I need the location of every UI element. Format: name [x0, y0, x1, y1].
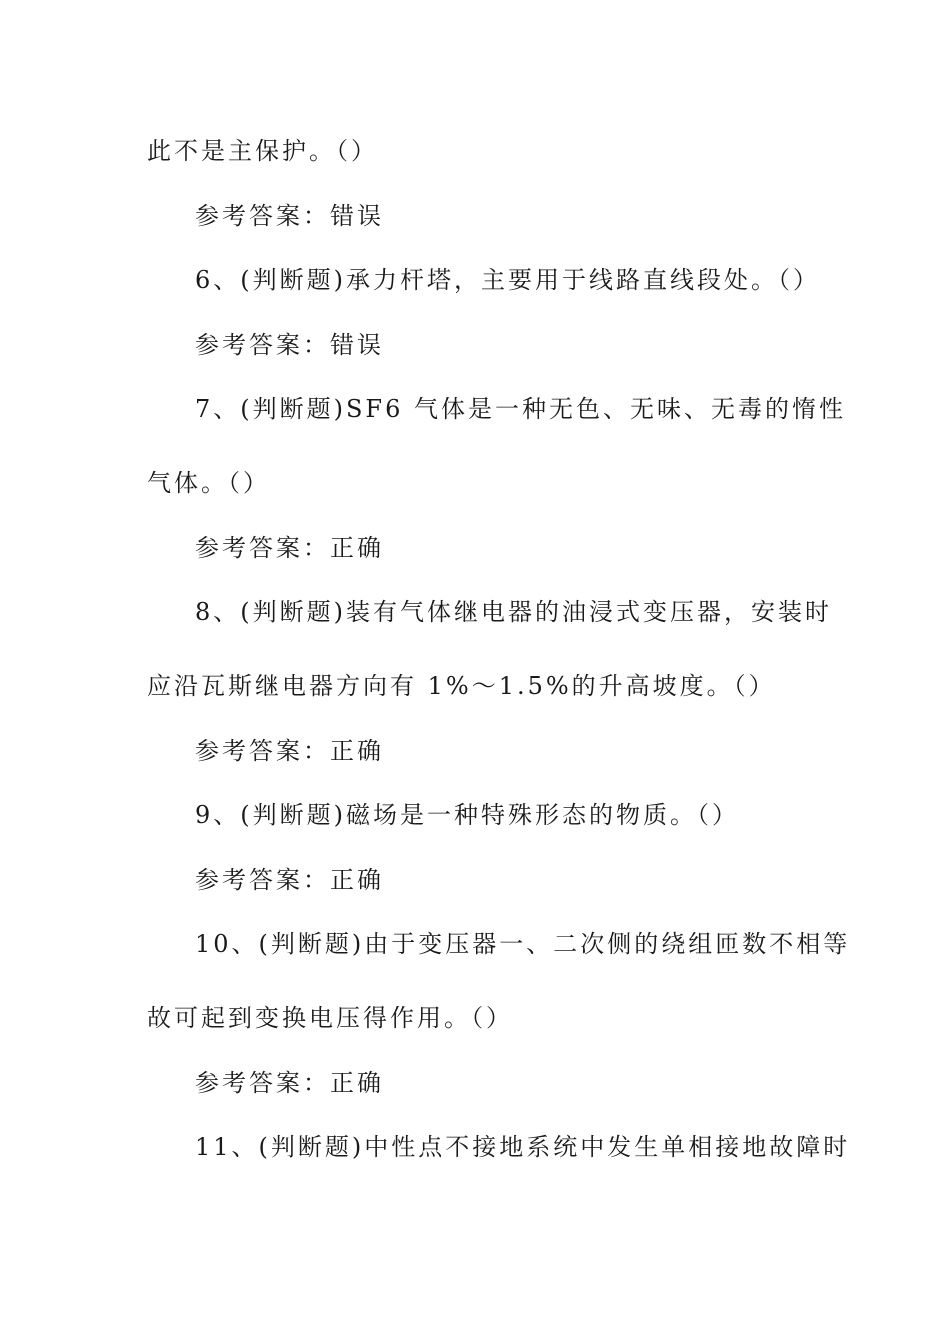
- question-5-continuation: 此不是主保护。（）: [147, 137, 378, 165]
- question-11: 11、(判断题)中性点不接地系统中发生单相接地故障时: [195, 1133, 851, 1161]
- answer-10: 参考答案：正确: [195, 1069, 384, 1097]
- question-7: 7、(判断题)SF6 气体是一种无色、无味、无毒的惰性: [195, 395, 846, 423]
- answer-6: 参考答案：错误: [195, 331, 384, 359]
- question-10-continuation: 故可起到变换电压得作用。（）: [147, 1004, 513, 1032]
- answer-5: 参考答案：错误: [195, 202, 384, 230]
- answer-8: 参考答案：正确: [195, 737, 384, 765]
- answer-9: 参考答案：正确: [195, 866, 384, 894]
- question-9: 9、(判断题)磁场是一种特殊形态的物质。（）: [195, 801, 739, 829]
- question-6: 6、(判断题)承力杆塔，主要用于线路直线段处。（）: [195, 266, 820, 294]
- question-7-continuation: 气体。（）: [147, 469, 270, 497]
- question-8-continuation: 应沿瓦斯继电器方向有 1%～1.5%的升高坡度。（）: [147, 672, 776, 700]
- question-8: 8、(判断题)装有气体继电器的油浸式变压器，安装时: [195, 598, 832, 626]
- answer-7: 参考答案：正确: [195, 534, 384, 562]
- question-10: 10、(判断题)由于变压器一、二次侧的绕组匝数不相等: [195, 930, 851, 958]
